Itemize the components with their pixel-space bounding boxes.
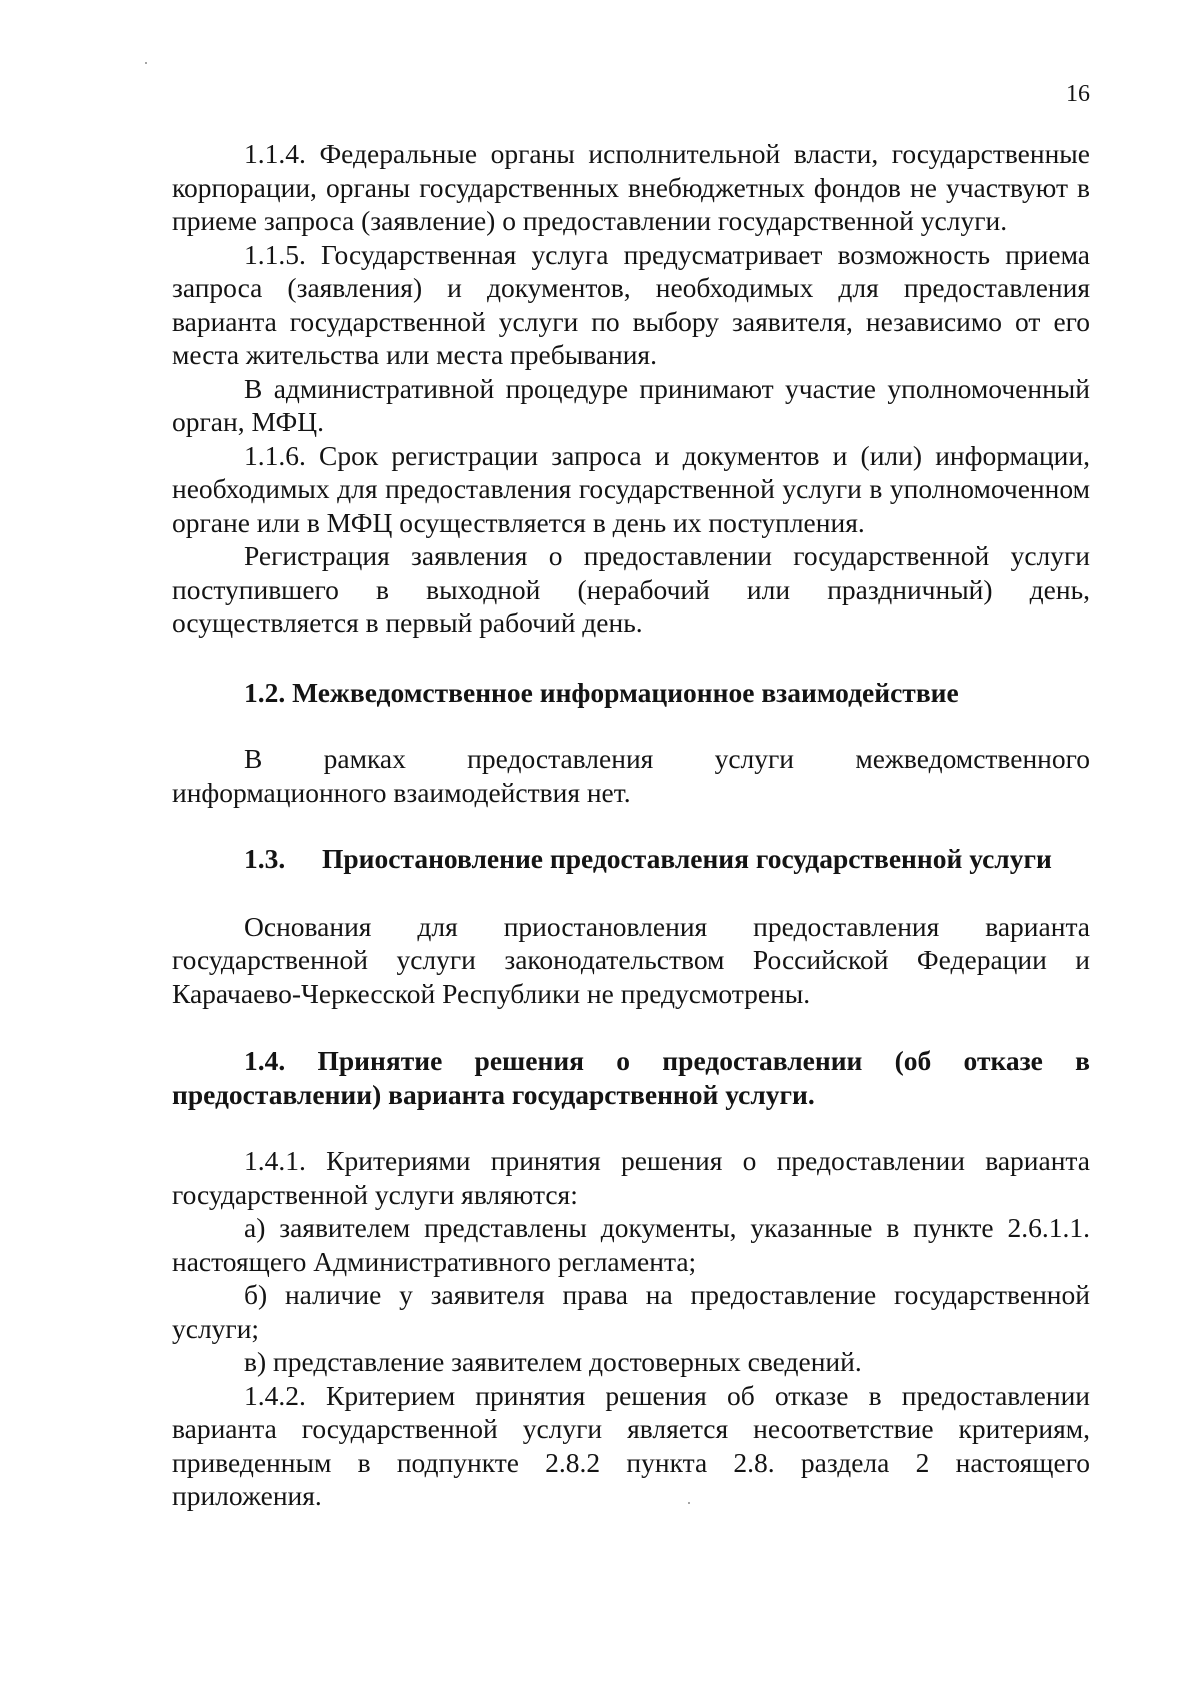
section-title-1-3: Приостановление предоставления государственной услуги (322, 843, 1052, 874)
paragraph-1-4-2: 1.4.2. Критерием принятия решения об отказе в предоставлении варианта государственной услуги является несоответствие критериям, приведенным в подпункте 2.8.2 пункта 2.8. раздела 2 настоящего приложения. (172, 1379, 1090, 1511)
section-heading-1-2: 1.2. Межведомственное информационное взаимодействие (244, 676, 959, 708)
paragraph-1-4-1: 1.4.1. Критериями принятия решения о предоставлении варианта государственной услуги являются: (172, 1145, 1090, 1210)
paragraph-1-1-4: 1.1.4. Федеральные органы исполнительной власти, государственные корпорации, органы государственных внебюджетных фондов не участвуют в приеме запроса (заявление) о предоставлении государственной услуги. (172, 138, 1090, 236)
document-body (172, 137, 1090, 1513)
paragraph-item-b: б) наличие у заявителя права на предоставление государственной услуги; (172, 1279, 1090, 1344)
paragraph-item-v: в) представление заявителем достоверных сведений. (244, 1346, 862, 1377)
section-heading-1-4: 1.4. Принятие решения о предоставлении (об отказе в предоставлении) варианта государственной услуги. (172, 1045, 1090, 1110)
paragraph-registration: Регистрация заявления о предоставлении государственной услуги поступившего в выходной (нерабочий или праздничный) день, осуществляется в первый рабочий день. (172, 540, 1090, 638)
section-number-1-3: 1.3. (244, 843, 286, 874)
paragraph-1-1-6: 1.1.6. Срок регистрации запроса и документов и (или) информации, необходимых для предоставления государственной услуги в уполномоченном органе или в МФЦ осуществляется в день их поступления. (172, 439, 1090, 538)
paragraph-admin-procedure: В административной процедуре принимают участие уполномоченный орган, МФЦ. (172, 372, 1090, 437)
scan-speck (688, 1502, 690, 1504)
section-text-1-3: Основания для приостановления предоставления варианта государственной услуги законодательством Российской Федерации и Карачаево-Черкесской Республики не предусмотрены. (172, 910, 1090, 1009)
paragraph-1-1-5: 1.1.5. Государственная услуга предусматривает возможность приема запроса (заявления) и документов, необходимых для предоставления варианта государственной услуги по выбору заявителя, независимо от его места жительства или места пребывания. (172, 238, 1090, 370)
scan-speck (145, 62, 147, 64)
section-text-1-2: В рамках предоставления услуги межведомственного информационного взаимодействия нет. (172, 743, 1090, 808)
paragraph-item-a: а) заявителем представлены документы, указанные в пункте 2.6.1.1. настоящего Административного регламента; (172, 1212, 1090, 1277)
section-heading-1-3 (172, 842, 1090, 876)
page-number: 16 (1066, 81, 1090, 107)
